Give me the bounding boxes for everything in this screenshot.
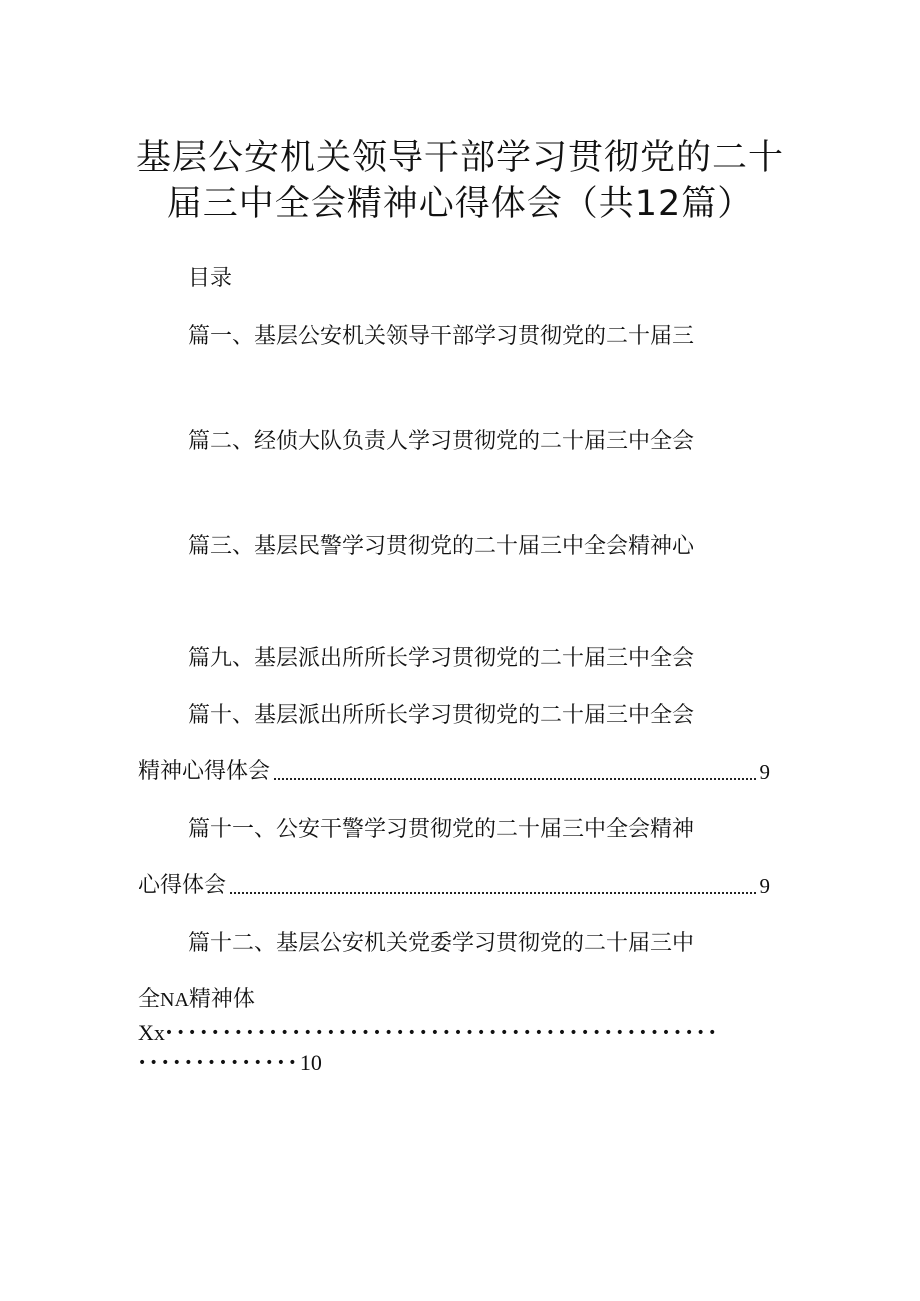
document-title-line-1: 基层公安机关领导干部学习贯彻党的二十: [135, 138, 784, 178]
toc-entry-2[interactable]: 篇二、经侦大队负责人学习贯彻党的二十届三中全会: [188, 429, 695, 454]
toc-entry-12-leader-row-2: [138, 1048, 322, 1078]
toc-entry-10-cont-text: 精神心得体会: [138, 759, 271, 784]
toc-entry-12[interactable]: 篇十二、基层公安机关党委学习贯彻党的二十届三中: [188, 931, 695, 956]
toc-entry-12-page: 10: [299, 1050, 322, 1075]
toc-entry-12-continuation[interactable]: [138, 985, 255, 1015]
toc-entry-12-cont-b: NA: [160, 989, 189, 1011]
toc-entry-11-page: 9: [759, 874, 770, 898]
bullet-leader-1: ••••••••••••••••••••••••••••••••••••••••••••••••: [164, 1025, 720, 1041]
toc-entry-1[interactable]: 篇一、基层公安机关领导干部学习贯彻党的二十届三: [188, 324, 695, 349]
toc-entry-10-page: 9: [759, 760, 770, 784]
document-title-line-2: 届三中全会精神心得体会（共12篇）: [166, 184, 754, 224]
toc-entry-11-cont-text: 心得体会: [138, 873, 227, 898]
toc-entry-12-leader-row-1: [138, 1018, 720, 1048]
bullet-leader-2: ••••••••••••••: [138, 1055, 300, 1071]
toc-entry-10[interactable]: 篇十、基层派出所所长学习贯彻党的二十届三中全会: [188, 703, 695, 728]
toc-heading: 目录: [188, 266, 233, 291]
toc-entry-11-continuation[interactable]: [138, 871, 770, 901]
toc-entry-10-continuation[interactable]: [138, 757, 770, 787]
toc-entry-12-xx: Xx: [138, 1020, 165, 1045]
dot-leader: [274, 778, 755, 780]
toc-entry-3[interactable]: 篇三、基层民警学习贯彻党的二十届三中全会精神心: [188, 534, 695, 559]
toc-entry-11[interactable]: 篇十一、公安干警学习贯彻党的二十届三中全会精神: [188, 817, 695, 842]
toc-entry-12-cont-c: 精神体: [188, 987, 255, 1012]
toc-entry-9[interactable]: 篇九、基层派出所所长学习贯彻党的二十届三中全会: [188, 646, 695, 671]
dot-leader: [230, 892, 755, 894]
toc-entry-12-cont-a: 全: [138, 987, 161, 1012]
